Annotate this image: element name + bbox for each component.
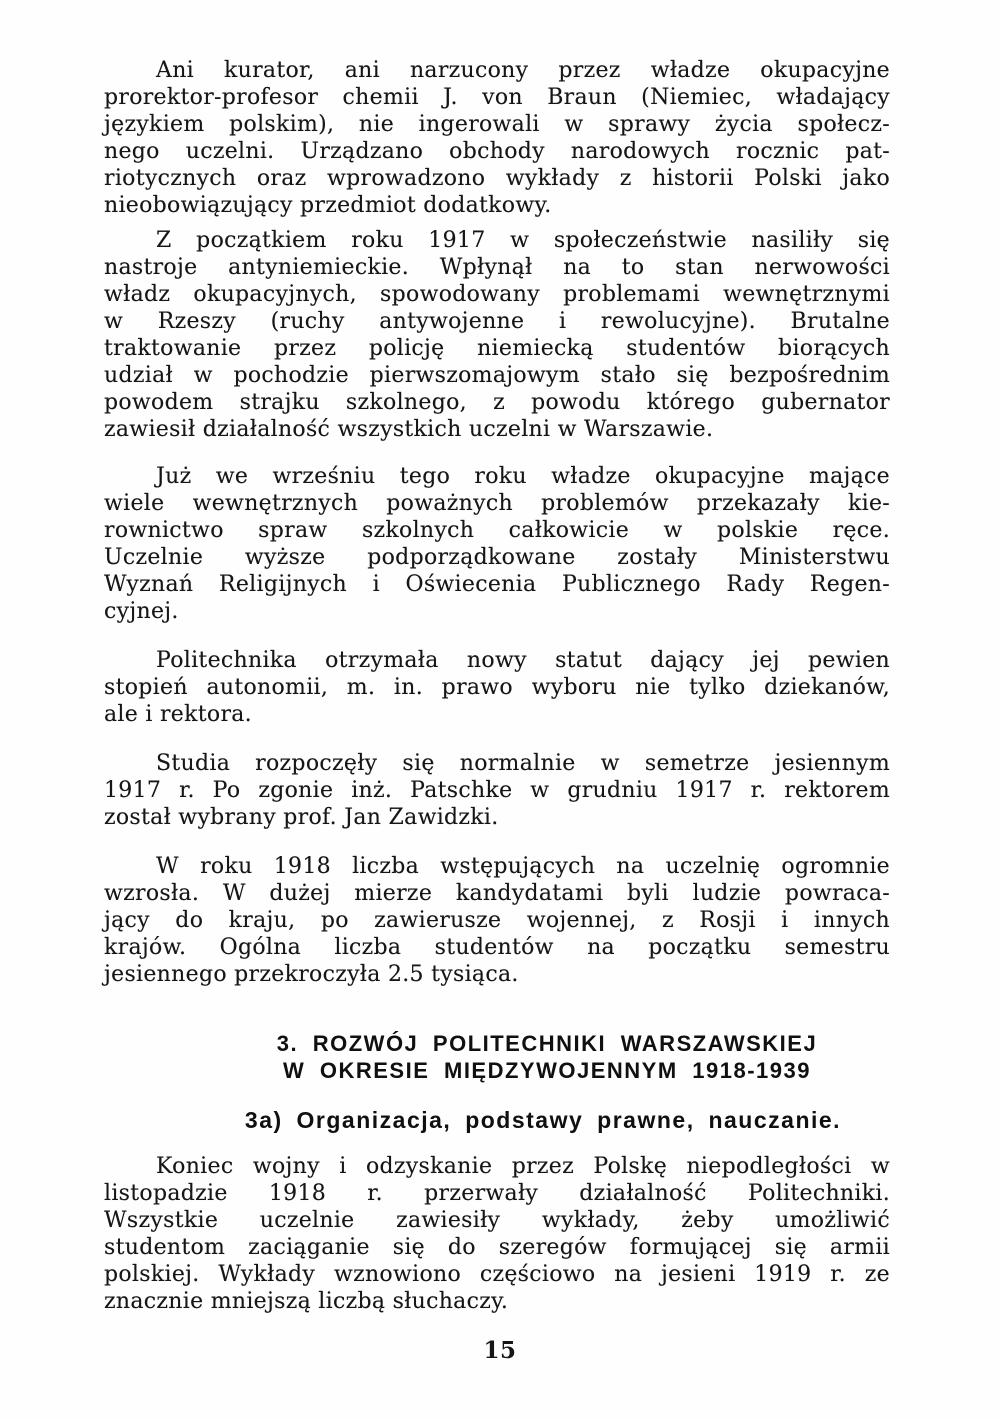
text-line: Już we wrześniu tego roku władze okupacyjne mające: [156, 464, 890, 489]
text-line: udział w pochodzie pierwszomajowym stało się bezpośrednim: [104, 363, 890, 388]
body-text-upper: [104, 57, 890, 988]
text-line: stopień autonomii, m. in. prawo wyboru nie tylko dziekanów,: [104, 675, 890, 700]
text-line: nastroje antyniemieckie. Wpłynął na to stan nerwowości: [104, 255, 890, 280]
paragraph: [104, 750, 890, 831]
paragraph: [104, 227, 890, 443]
body-text-lower: [104, 1153, 890, 1315]
text-line: powodem strajku szkolnego, z powodu którego gubernator: [104, 390, 890, 415]
text-line: Politechnika otrzymała nowy statut dający jej pewien: [156, 648, 890, 673]
text-line: ale i rektora.: [104, 702, 252, 727]
text-line: wzrosła. W dużej mierze kandydatami byli ludzie powraca-: [104, 881, 890, 906]
text-line: wiele wewnętrznych poważnych problemów przekazały kie-: [104, 491, 890, 516]
section-heading-line2: W OKRESIE MIĘDZYWOJENNYM 1918-1939: [282, 1058, 811, 1083]
text-line: Z początkiem roku 1917 w społeczeństwie nasiliły się: [156, 228, 890, 253]
text-line: studentom zaciąganie się do szeregów formującej się armii: [104, 1235, 890, 1260]
text-line: rownictwo spraw szkolnych całkowicie w polskie ręce.: [104, 518, 890, 543]
text-line: 1917 r. Po zgonie inż. Patschke w grudniu 1917 r. rektorem: [104, 778, 890, 803]
text-line: znacznie mniejszą liczbą słuchaczy.: [104, 1289, 509, 1314]
text-line: traktowanie przez policję niemiecką studentów biorących: [104, 336, 890, 361]
paragraph: [104, 463, 890, 625]
text-line: nieobowiązujący przedmiot dodatkowy.: [104, 193, 552, 218]
text-line: Wszystkie uczelnie zawiesiły wykłady, żeby umożliwić: [104, 1208, 890, 1233]
page-number: 15: [483, 1337, 517, 1364]
text-line: jesiennego przekroczyła 2.5 tysiąca.: [104, 962, 519, 987]
text-line: Wyznań Religijnych i Oświecenia Publicznego Rady Regen-: [104, 572, 890, 597]
text-line: w Rzeszy (ruchy antywojenne i rewolucyjne). Brutalne: [104, 309, 890, 334]
text-line: Uczelnie wyższe podporządkowane zostały Ministerstwu: [104, 545, 890, 570]
paragraph: [104, 1153, 890, 1315]
section-heading: [154, 1030, 940, 1084]
text-line: nego uczelni. Urządzano obchody narodowych rocznic pat-: [104, 139, 890, 164]
paragraph: [104, 57, 890, 219]
text-line: cyjnej.: [104, 599, 179, 624]
text-line: krajów. Ogólna liczba studentów na początku semestru: [104, 935, 890, 960]
text-line: W roku 1918 liczba wstępujących na uczelnię ogromnie: [156, 854, 890, 879]
text-line: riotycznych oraz wprowadzono wykłady z historii Polski jako: [104, 166, 890, 191]
subsection-heading: 3a) Organizacja, podstawy prawne, nauczanie.: [244, 1107, 842, 1133]
text-line: Ani kurator, ani narzucony przez władze okupacyjne: [156, 58, 890, 83]
text-line: Koniec wojny i odzyskanie przez Polskę niepodległości w: [156, 1154, 890, 1179]
text-line: listopadzie 1918 r. przerwały działalność Politechniki.: [104, 1181, 890, 1206]
text-line: Studia rozpoczęły się normalnie w semetrze jesiennym: [156, 751, 890, 776]
text-line: zawiesił działalność wszystkich uczelni w Warszawie.: [104, 417, 714, 442]
paragraph: [104, 853, 890, 988]
text-line: jący do kraju, po zawierusze wojennej, z Rosji i innych: [104, 908, 890, 933]
text-line: władz okupacyjnych, spowodowany problemami wewnętrznymi: [104, 282, 890, 307]
text-line: został wybrany prof. Jan Zawidzki.: [104, 805, 499, 830]
section-heading-line1: 3. ROZWÓJ POLITECHNIKI WARSZAWSKIEJ: [276, 1031, 818, 1056]
text-line: językiem polskim), nie ingerowali w sprawy życia społecz-: [104, 112, 890, 137]
text-line: prorektor-profesor chemii J. von Braun (Niemiec, władający: [104, 85, 890, 110]
paragraph: [104, 647, 890, 728]
text-line: polskiej. Wykłady wznowiono częściowo na jesieni 1919 r. ze: [104, 1262, 890, 1287]
